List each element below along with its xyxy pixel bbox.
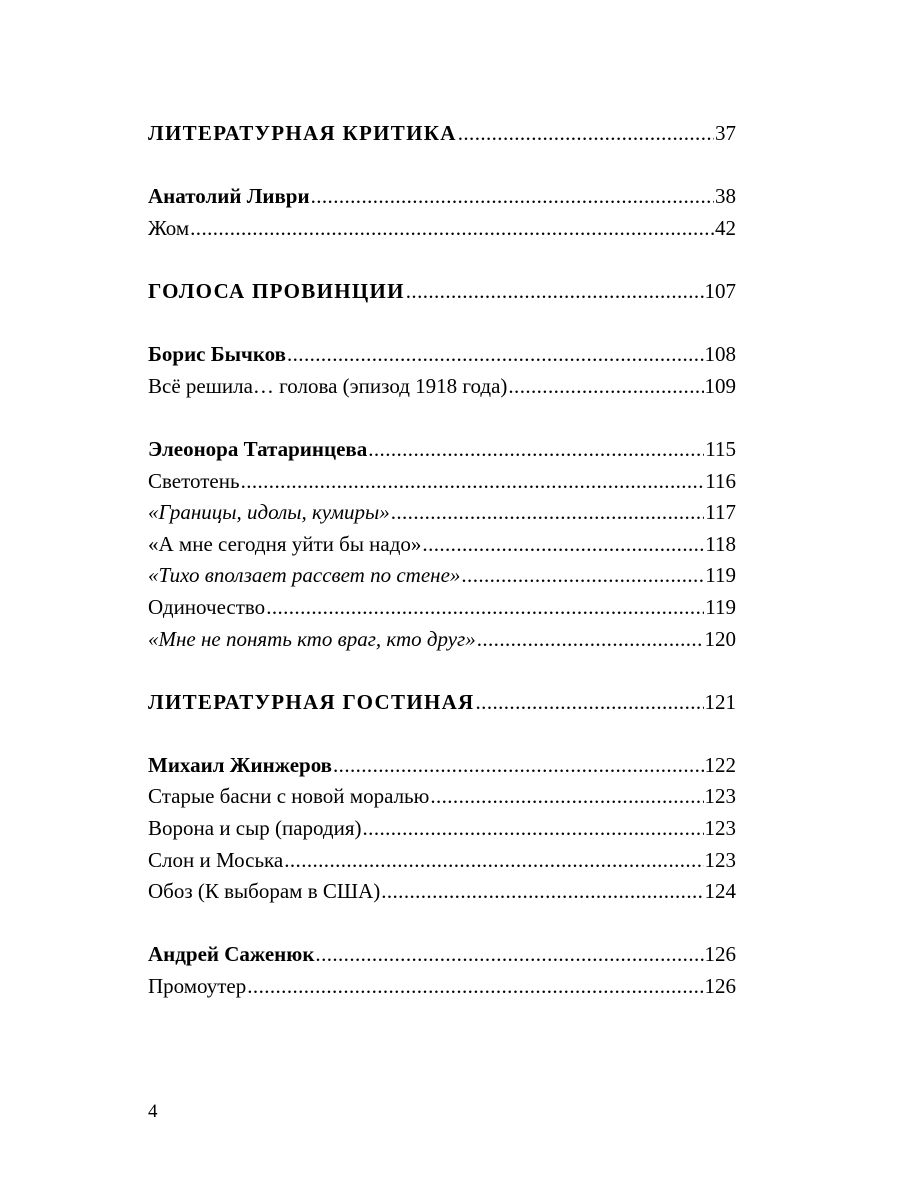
toc-title: Обоз (К выборам в США) — [148, 879, 381, 904]
toc-page-number: 118 — [705, 531, 736, 556]
toc-page-number: 117 — [705, 500, 736, 525]
toc-page-number: 109 — [704, 373, 736, 398]
toc-page-number: 107 — [704, 278, 736, 303]
toc-page-number: 122 — [704, 752, 736, 777]
page-number: 4 — [148, 1101, 158, 1122]
toc-title: «Границы, идолы, кумиры» — [148, 500, 390, 525]
toc-title: ЛИТЕРАТУРНАЯ КРИТИКА — [148, 121, 457, 145]
toc-title: Светотень — [148, 468, 240, 493]
toc-page-number: 123 — [704, 847, 736, 872]
toc-title: Ворона и сыр (пародия) — [148, 816, 362, 841]
toc-leader-dots — [287, 339, 704, 371]
toc-page-number: 126 — [704, 942, 736, 967]
toc-leader-dots — [368, 434, 704, 466]
toc-leader-dots — [476, 687, 704, 719]
toc-work — [148, 371, 736, 403]
toc-title: «Мне не понять кто враг, кто друг» — [148, 626, 476, 651]
toc-title: Жом — [148, 215, 190, 240]
toc-work — [148, 529, 736, 561]
toc-leader-dots — [477, 624, 704, 656]
toc-work — [148, 213, 736, 245]
toc-spacer — [148, 150, 736, 182]
toc-author — [148, 181, 736, 213]
toc-leader-dots — [266, 592, 704, 624]
toc-leader-dots — [406, 276, 704, 308]
toc-leader-dots — [461, 560, 704, 592]
toc-page-number: 42 — [715, 215, 736, 240]
toc-leader-dots — [508, 371, 703, 403]
toc-page-number: 126 — [704, 974, 736, 999]
toc-leader-dots — [241, 466, 705, 498]
toc-work — [148, 592, 736, 624]
toc-title: Всё решила… голова (эпизод 1918 года) — [148, 373, 508, 398]
toc-spacer — [148, 655, 736, 687]
toc-author — [148, 434, 736, 466]
toc-page-number: 37 — [715, 121, 736, 145]
toc-title: «А мне сегодня уйти бы надо» — [148, 531, 422, 556]
toc-leader-dots — [430, 781, 703, 813]
toc-page-number: 123 — [704, 784, 736, 809]
toc-page-number: 116 — [705, 468, 736, 493]
toc-page-number: 119 — [705, 563, 736, 588]
toc-page-number: 121 — [704, 689, 736, 714]
toc-work — [148, 466, 736, 498]
toc-leader-dots — [190, 213, 714, 245]
toc-work — [148, 781, 736, 813]
toc-author — [148, 750, 736, 782]
toc-leader-dots — [381, 876, 703, 908]
toc-section-heading — [148, 687, 736, 719]
toc-page-number: 108 — [704, 342, 736, 367]
toc-leader-dots — [333, 750, 703, 782]
toc-work — [148, 560, 736, 592]
toc-page-number: 119 — [705, 594, 736, 619]
toc-leader-dots — [458, 118, 714, 150]
toc-spacer — [148, 402, 736, 434]
toc-spacer — [148, 244, 736, 276]
toc-work — [148, 624, 736, 656]
toc-page-number: 38 — [715, 184, 736, 209]
toc-leader-dots — [363, 813, 704, 845]
toc-spacer — [148, 908, 736, 940]
toc-title: ГОЛОСА ПРОВИНЦИИ — [148, 278, 405, 303]
toc-title: Промоутер — [148, 974, 247, 999]
toc-leader-dots — [422, 529, 704, 561]
toc-spacer — [148, 718, 736, 750]
toc-title: Борис Бычков — [148, 342, 286, 367]
toc-page-number: 123 — [704, 816, 736, 841]
toc-title: Старые басни с новой моралью — [148, 784, 430, 809]
toc-spacer — [148, 308, 736, 340]
toc-section-heading — [148, 118, 736, 150]
toc-work — [148, 971, 736, 1003]
toc-leader-dots — [315, 939, 703, 971]
toc-leader-dots — [284, 845, 703, 877]
toc-title: Слон и Моська — [148, 847, 284, 872]
toc-work — [148, 876, 736, 908]
toc-work — [148, 497, 736, 529]
toc-leader-dots — [311, 181, 714, 213]
table-of-contents — [148, 118, 736, 1003]
toc-work — [148, 845, 736, 877]
toc-leader-dots — [391, 497, 705, 529]
toc-title: Андрей Саженюк — [148, 942, 315, 967]
toc-title: ЛИТЕРАТУРНАЯ ГОСТИНАЯ — [148, 689, 475, 714]
toc-author — [148, 339, 736, 371]
toc-title: Анатолий Ливри — [148, 184, 310, 209]
toc-title: Михаил Жинжеров — [148, 752, 333, 777]
toc-leader-dots — [247, 971, 703, 1003]
toc-author — [148, 939, 736, 971]
toc-page-number: 115 — [705, 436, 736, 461]
toc-work — [148, 813, 736, 845]
toc-page-number: 120 — [704, 626, 736, 651]
toc-section-heading — [148, 276, 736, 308]
toc-title: «Тихо вползает рассвет по стене» — [148, 563, 461, 588]
toc-title: Элеонора Татаринцева — [148, 436, 368, 461]
toc-page-number: 124 — [704, 879, 736, 904]
toc-title: Одиночество — [148, 594, 266, 619]
